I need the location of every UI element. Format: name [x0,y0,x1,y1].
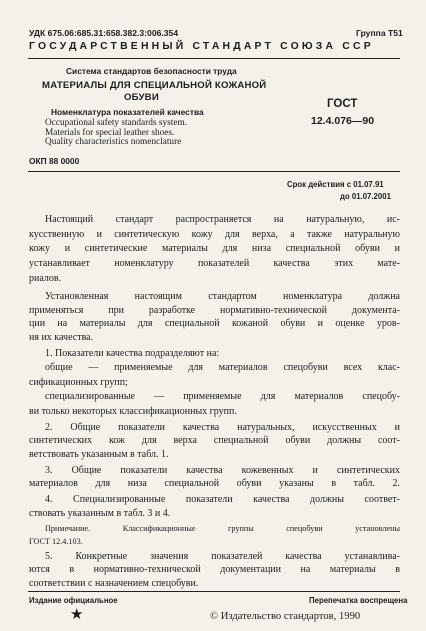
gost-number: 12.4.076—90 [311,115,375,128]
body-line: 1. Показатели качества подразделяют на: [45,347,220,359]
okp-rule [28,171,400,172]
body-line: ции на материалы для специальной кожаной обуви и оценке уров- [29,318,400,330]
english-title [45,119,187,148]
body-line: риалов. [29,272,62,284]
body-line: материалов для низа специальной обуви указаны в табл. 2. [29,478,400,490]
body-line: 3. Общие показатели качества кожевенных и синтетических [45,464,400,476]
english-title-line: Materials for special leather shoes. [45,127,175,138]
footer-rule [28,591,400,592]
body-line: 2. Общие показатели качества натуральных, искусственных и [45,421,400,433]
english-title-line: Quality characteristics nomenclature [45,137,182,148]
validity-to: до 01.07.2001 [340,192,391,201]
group-code: Группа Т51 [356,28,403,39]
english-title-line: Occupational safety standards system. [45,117,187,128]
body-line: кожу и синтетические материалы для низа специальной обуви и [29,243,400,255]
copyright: © Издательство стандартов, 1990 [210,610,361,622]
gost-label: ГОСТ [327,97,358,110]
reprint-notice: Перепечатка воспрещена [309,596,408,606]
state-standard-heading: ГОСУДАРСТВЕННЫЙ СТАНДАРТ СОЮЗА ССР [29,41,374,53]
note-line: ГОСТ 12.4.103. [29,536,83,546]
body-line: сификационных групп; [29,376,128,388]
body-line: общие — применяемые для материалов спецобуви всех клас- [45,362,400,374]
body-line: ствовать указанным в табл. 3 и 4. [29,507,171,519]
body-line: соответствии с назначением спецобуви. [29,578,199,589]
body-line: ветствовать указанным в табл. 1. [29,449,169,460]
body-line: устанавливает номенклатуру показателей качества этих мате- [29,257,400,269]
okp-code: ОКП 88 0000 [29,155,80,166]
body-line: ются в нормативно-технической документации на материалы в [29,564,400,576]
official-edition: Издание официальное [29,596,118,606]
body-line: Установленная настоящим стандартом номенклатура должна [45,290,400,302]
body-line: Настоящий стандарт распространяется на натуральную, ис- [45,214,400,225]
validity-from: Срок действия с 01.07.91 [287,180,384,190]
body-line: 5. Конкретные значения показателей качества устанавлива- [45,550,400,562]
system-title: Система стандартов безопасности труда [66,65,237,76]
star-icon: ★ [70,607,84,624]
body-line: ня их качества. [29,332,94,343]
body-line: ви только некоторых классификационных групп. [29,406,237,417]
body-line: 4. Специализированные показатели качества должны соответ- [45,493,400,505]
top-rule [28,58,400,59]
body-line: синтетических кож для верха специальной обуви должны соот- [29,435,400,447]
body-line: специализированные — применяемые для материалов спецобу- [45,391,400,403]
udk-code: УДК 675.06:685.31:658.382.3:006.354 [29,28,179,39]
subtitle: Номенклатура показателей качества [51,107,204,117]
title-line-1: МАТЕРИАЛЫ ДЛЯ СПЕЦИАЛЬНОЙ КОЖАНОЙ [42,79,267,91]
note-line: Примечание. Классификационные группы спецобуви установлены [45,524,400,533]
body-line: кусственную и синтетическую кожу для верха, а также натуральную [29,228,400,240]
body-line: применяться при разработке нормативно-технической документа- [29,304,400,316]
title-line-2: ОБУВИ [124,92,159,104]
